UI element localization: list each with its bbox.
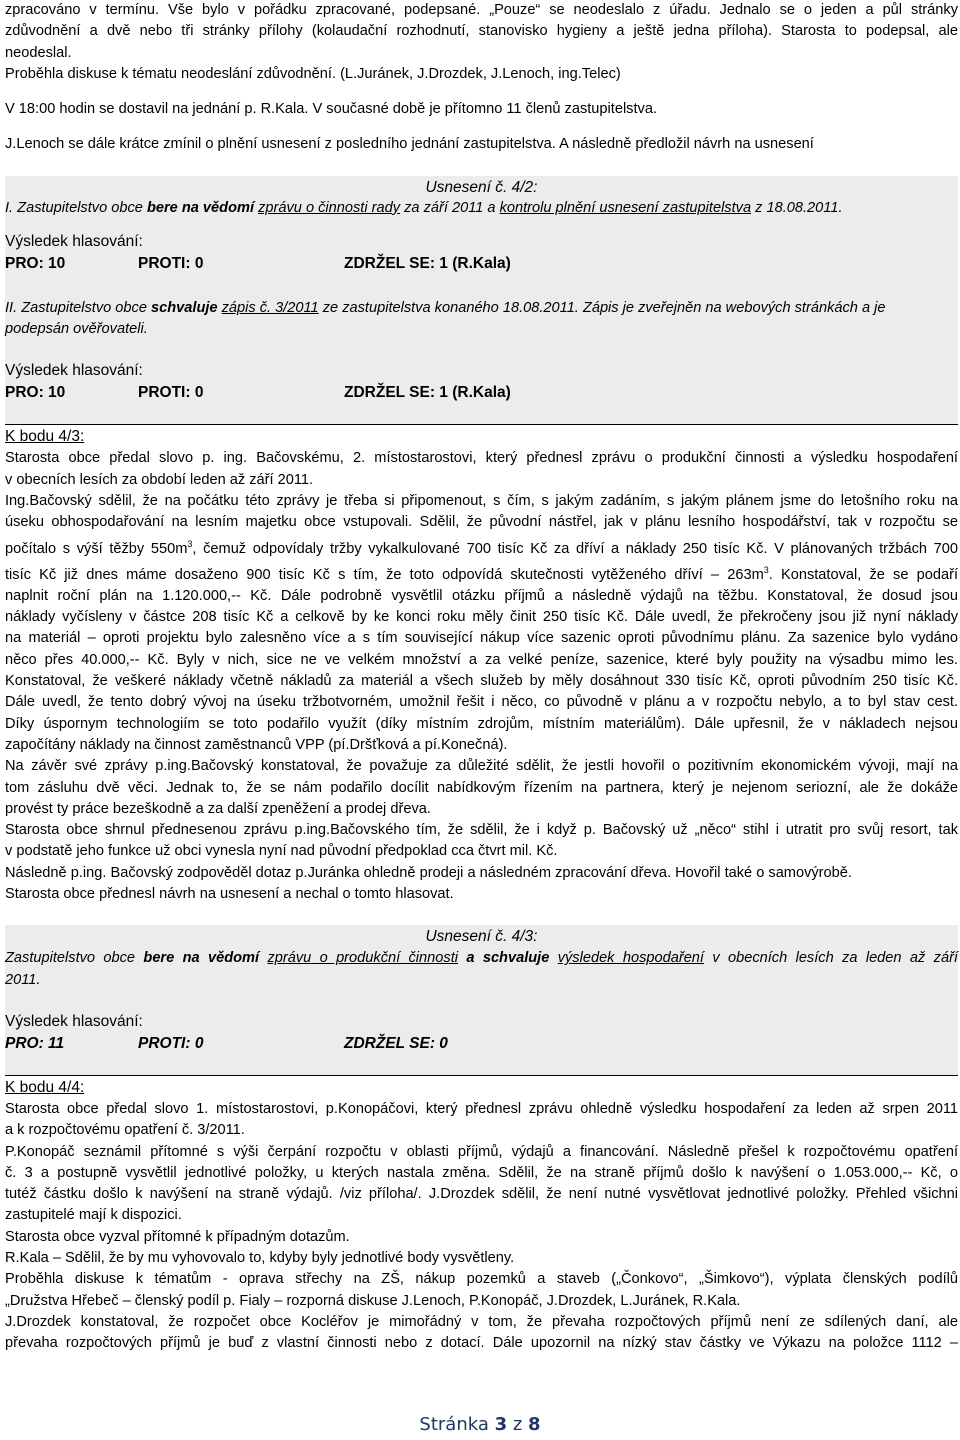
vote-label: Výsledek hlasování: <box>5 232 143 250</box>
superscript: 3 <box>187 538 193 549</box>
paragraph-line: něco přes 40.000,-- Kč. Byly v nich, sice ne ve velkém množství a za velké peníze, sazenice, které byly použity na výsadbu mimo les. <box>5 651 958 668</box>
section-heading: K bodu 4/3: <box>5 428 85 446</box>
text-underlined: zprávu o činnosti rady <box>258 199 401 216</box>
text-underlined: zprávu o produkční činnosti <box>267 950 458 967</box>
paragraph-line: Na závěr své zprávy p.ing.Bačovský konstatoval, že považuje za důležité sdělit, že jestli hovořil o pozitivním ekonomickém vývoji, mají na <box>5 758 958 775</box>
vote-pro: PRO: 10 <box>5 384 66 402</box>
vote-pro: PRO: 10 <box>5 254 66 272</box>
resolution-4-3 <box>5 925 958 1075</box>
paragraph-line: naplnit roční plán na 1.120.000,-- Kč. Dále podrobně vysvětlil otázku příjmů a následně výdajů na těžbu. Konstatoval, že dosud jsou <box>5 587 958 604</box>
paragraph-line: zdůvodnění a dvě nebo tři stránky přílohy (kolaudační rozhodnutí, stanovisko hygieny a ještě jedna příloha). Starosta to podepsal, ale <box>5 23 958 40</box>
footer-label: Stránka <box>419 1414 495 1435</box>
vote-zdrzel: ZDRŽEL SE: 1 (R.Kala) <box>344 384 511 402</box>
paragraph-line: J.Lenoch se dále krátce zmínil o plnění usnesení z posledního jednání zastupitelstva. A následně předložil návrh na usnesení <box>5 136 814 153</box>
paragraph-line: P.Konopáč seznámil přítomné s výši čerpání rozpočtu v oblasti příjmů, výdajů a financování. Následně přešel k rozpočtovému opatření <box>5 1143 958 1160</box>
vote-label: Výsledek hlasování: <box>5 1012 143 1030</box>
paragraph-line: tom zásluhu dvě věci. Jednak to, že se nám podařilo docílit nabídkovým řízením na partnera, který je nejenom seriozní, ale že dokáže <box>5 779 958 796</box>
paragraph-line: úseku obhospodařování na lesním majetku obce vstupovali. Sdělil, že původní nástřel, jak v plánu lesního hospodářství, tak v rozpočtu se <box>5 514 958 531</box>
paragraph-line: v obecních lesích za období leden až září 2011. <box>5 471 314 488</box>
paragraph-line: Ing.Bačovský sdělil, že na počátku této zprávy je třeba si připomenout, s čím, s jakým zadáním, s jakým plánem jsme do letošního roku na <box>5 492 958 509</box>
section-heading: K bodu 4/4: <box>5 1078 85 1096</box>
page-footer <box>0 1414 960 1435</box>
paragraph-line: tutéž částku došlo k navýšení na straně výdajů. /viz příloha/. J.Drozdek sdělil, že není nutné vysvětlovat jednotlivé položky. Přehled všichni <box>5 1186 958 1203</box>
vote-pro: PRO: 11 <box>5 1034 65 1052</box>
vote-proti: PROTI: 0 <box>138 254 204 272</box>
text-bold: schvaluje <box>151 299 222 316</box>
paragraph-line: Starosta obce shrnul přednesenou zprávu p.ing.Bačovského tím, že sdělil, že i když p. Bačovský už „něco“ stihl i utratit pro svůj resort, tak <box>5 822 958 839</box>
paragraph-line: náklady vyčísleny v částce 208 tisíc Kč a celkově by ke konci roku měly činit 250 tisíc Kč. Dále uvedl, že překročeny jsou již nyní náklady <box>5 609 958 626</box>
paragraph-line: převaha rozpočtových příjmů je buď z vlastní činnosti nebo z dotací. Dále upozornil na nízký stav částky ve Výkazu na položce 1112 – <box>5 1335 958 1352</box>
resolution-title: Usnesení č. 4/2: <box>425 178 538 196</box>
paragraph-line: V 18:00 hodin se dostavil na jednání p. R.Kala. V současné době je přítomno 11 členů zastupitelstva. <box>5 101 658 118</box>
text: , čemuž odpovídaly tržby vykalkulované 700 tisíc Kč za dříví a náklady 250 tisíc Kč. V plánovaných tržbách 700 <box>192 540 958 557</box>
paragraph-line: v podstatě jeho funkce už obci vynesla nyní nad původní předpoklad cca čtvrt mil. Kč. <box>5 843 558 860</box>
resolution-title: Usnesení č. 4/3: <box>425 928 538 946</box>
section-divider <box>5 424 958 425</box>
resolution-4-2 <box>5 176 958 425</box>
vote-result <box>5 253 958 275</box>
paragraph-line: Starosta obce předal slovo 1. místostarostovi, p.Konopáčovi, který přednesl zprávu ohledně výsledku hospodaření za leden až srpen 2011 <box>5 1100 958 1117</box>
paragraph-line: na materiál – oproti projektu bylo zalesněno více a s tím související nákup více sazenic oproti původnímu plánu. Za sazenice bylo vydáno <box>5 630 958 647</box>
text: Zastupitelstvo obce <box>5 950 144 967</box>
current-page-number: 3 <box>494 1414 508 1435</box>
text: . Konstatoval, že se podaří <box>768 566 959 583</box>
paragraph-line: provést ty práce bezeškodně a za další zpeněžení a prodej dřeva. <box>5 800 431 817</box>
resolution-text-cont: 2011. <box>5 971 41 988</box>
paragraph-line: J.Drozdek konstatoval, že rozpočet obce Kocléřov je mimořádný v tom, že převaha rozpočtových příjmů není ze sdílených daní, ale <box>5 1313 958 1330</box>
text-underlined: výsledek hospodaření <box>557 950 704 967</box>
footer-separator: z <box>507 1414 529 1435</box>
paragraph-line: Následně p.ing. Bačovský zodpověděl dotaz p.Juránka ohledně prodeji a následném zpracování dřeva. Hovořil také o samovýrobě. <box>5 864 852 881</box>
paragraph-line: zpracováno v termínu. Vše bylo v pořádku zpracované, podepsané. „Pouze“ se neodeslalo z úřadu. Jednalo se o jeden a půl stránky <box>5 2 958 18</box>
paragraph-line: Starosta obce vyzval přítomné k případným dotazům. <box>5 1228 350 1245</box>
vote-label: Výsledek hlasování: <box>5 362 143 380</box>
paragraph-line: R.Kala – Sdělil, že by mu vyhovovalo to, kdyby byly jednotlivé body vysvětleny. <box>5 1250 515 1266</box>
paragraph-line: Konstatoval, že veškeré náklady včetně nákladů za materiál a všech služeb by měly dosáhnout 330 tisíc Kč, oproti původním 250 tisíc Kč. <box>5 673 958 690</box>
text: v obecních lesích za leden až září <box>703 950 958 967</box>
resolution-item-ii-cont: podepsán ověřovateli. <box>5 321 148 338</box>
resolution-text <box>5 948 958 969</box>
vote-zdrzel: ZDRŽEL SE: 0 <box>344 1034 448 1052</box>
document-page <box>5 0 958 1354</box>
resolution-item-i <box>5 199 958 217</box>
paragraph-line: a k rozpočtovému opatření č. 3/2011. <box>5 1122 245 1139</box>
paragraph-line: zastupitelé mají k dispozici. <box>5 1207 182 1224</box>
paragraph-line: Proběhla diskuse k tématům - oprava střechy na ZŠ, nákup pozemků a staveb („Čonkovo“, „Šimkovo“), výplata členských podílů <box>5 1271 958 1288</box>
paragraph-line: Dále uvedl, že tento dobrý vývoj na úseku tržbotvorném, umožnil řešit i něco, co původně v plánu a v rozpočtu nebylo, a to byl stav cest. <box>5 694 958 711</box>
text: II. Zastupitelstvo obce <box>5 299 152 316</box>
vote-zdrzel: ZDRŽEL SE: 1 (R.Kala) <box>344 254 511 272</box>
total-page-count: 8 <box>528 1414 541 1435</box>
superscript: 3 <box>763 564 769 575</box>
text-bold: bere na vědomí <box>146 199 259 216</box>
vote-proti: PROTI: 0 <box>138 1034 204 1052</box>
text: za září 2011 a <box>400 199 500 216</box>
text: z 18.08.2011. <box>751 199 843 216</box>
text-bold: bere na vědomí <box>143 950 268 967</box>
text: počítalo s výší těžby 550m <box>5 540 188 557</box>
paragraph-line: Starosta obce přednesl návrh na usnesení a nechal o tomto hlasovat. <box>5 886 454 903</box>
resolution-item-ii <box>5 298 958 319</box>
text: tisíc Kč již dnes máme dosaženo 900 tisíc Kč s tím, že toto odpovídá skutečnosti vytěženého dříví – 263m <box>5 566 764 583</box>
text: ze zastupitelstva konaného 18.08.2011. Zápis je zveřejněn na webových stránkách a je <box>318 299 886 316</box>
paragraph-line: započítány náklady na činnost zaměstnanců VPP (pí.Dršťková a pí.Konečná). <box>5 736 508 753</box>
paragraph-line: „Družstva Hřebeč – členský podíl p. Fialy – rozporná diskuse J.Lenoch, P.Konopáč, J.Drozdek, L.Juránek, R.Kala. <box>5 1292 741 1309</box>
vote-result <box>5 382 958 404</box>
paragraph-line: Proběhla diskuse k tématu neodeslání zdůvodnění. (L.Juránek, J.Drozdek, J.Lenoch, ing.Telec) <box>5 65 621 82</box>
paragraph-line: Díky úspornym technologiím se toto podařilo využít (díky místním zdrojům, místním materiálům). Dále upřesnil, že v nákladech nejsou <box>5 715 958 732</box>
paragraph-line <box>5 534 958 560</box>
vote-result <box>5 1033 958 1055</box>
vote-proti: PROTI: 0 <box>138 384 204 402</box>
text-underlined: kontrolu plnění usnesení zastupitelstva <box>499 199 752 216</box>
paragraph-line: Starosta obce předal slovo p. ing. Bačovskému, 2. místostarostovi, který přednesl zprávu o produkční činnosti a výsledku hospodaření <box>5 450 958 467</box>
section-divider <box>5 1075 958 1076</box>
text-bold: a schvaluje <box>458 950 558 967</box>
paragraph-line <box>5 560 958 586</box>
text-underlined: zápis č. 3/2011 <box>221 299 319 316</box>
paragraph-line: č. 3 a postupně vysvětlil jednotlivé položky, u kterých nastala změna. Sdělil, že na straně příjmů došlo k navýšení o 1.053.000,-- Kč, o <box>5 1164 958 1181</box>
paragraph-line: neodeslal. <box>5 44 72 61</box>
text: I. Zastupitelstvo obce <box>5 199 147 216</box>
